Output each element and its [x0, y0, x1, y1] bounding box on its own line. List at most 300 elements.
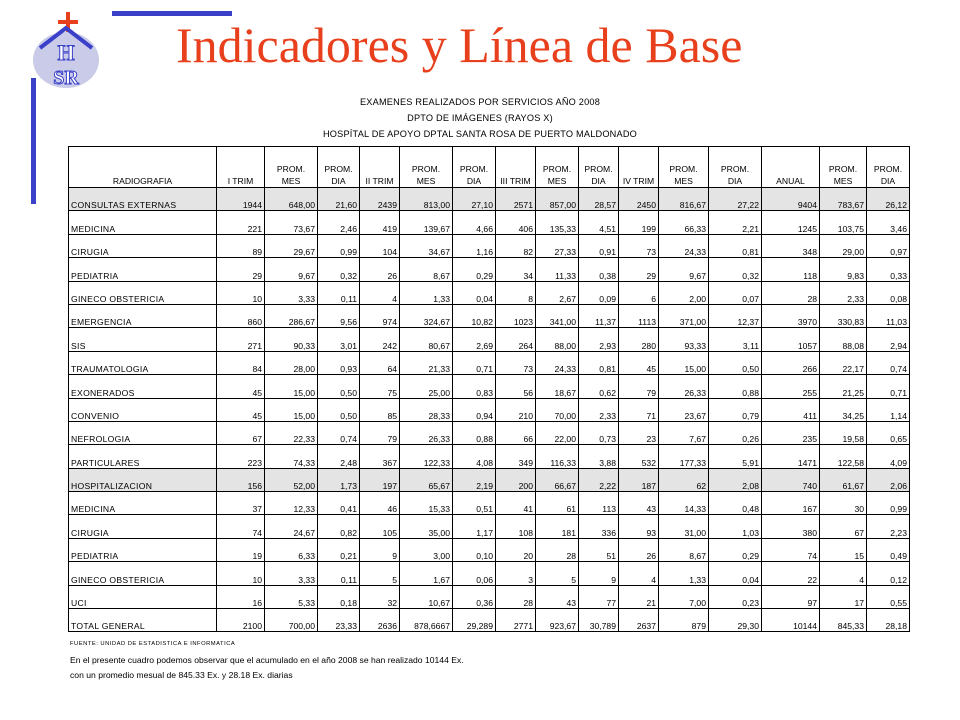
report-heading-3: HOSPÍTAL DE APOYO DPTAL SANTA ROSA DE PUERTO MALDONADO	[322, 129, 638, 139]
table-cell: 19,58	[820, 421, 867, 444]
table-cell: 2,33	[579, 398, 619, 421]
table-cell: 29	[619, 258, 659, 281]
table-cell: 12,33	[265, 492, 318, 515]
table-cell: 28	[762, 281, 820, 304]
table-cell: 21,33	[400, 351, 453, 374]
table-cell: 2,08	[709, 468, 762, 491]
table-row	[69, 211, 910, 234]
table-cell: 88,00	[536, 328, 579, 351]
table-cell: 15,00	[659, 351, 709, 374]
table-cell: 5	[536, 562, 579, 585]
table-cell: 1944	[217, 188, 265, 211]
table-cell: 2,19	[453, 468, 496, 491]
table-cell: 22,00	[536, 421, 579, 444]
table-cell: 29,289	[453, 609, 496, 632]
table-cell: 0,48	[709, 492, 762, 515]
table-cell: 4,09	[867, 445, 910, 468]
table-cell: 2,06	[867, 468, 910, 491]
table-cell: 21,25	[820, 375, 867, 398]
table-cell: 349	[496, 445, 536, 468]
table-cell: 29,00	[820, 234, 867, 257]
table-cell: 23,33	[318, 609, 360, 632]
table-cell: 28	[536, 538, 579, 561]
table-cell: 0,08	[867, 281, 910, 304]
column-header: IV TRIM	[619, 147, 659, 188]
table-cell: 0,29	[709, 538, 762, 561]
table-cell: 411	[762, 398, 820, 421]
table-cell: 1,03	[709, 515, 762, 538]
table-cell: 156	[217, 468, 265, 491]
table-cell: 26,33	[659, 375, 709, 398]
table-cell: 740	[762, 468, 820, 491]
table-cell: 177,33	[659, 445, 709, 468]
table-cell: 41	[496, 492, 536, 515]
row-label: TOTAL GENERAL	[69, 609, 217, 632]
table-row	[69, 328, 910, 351]
column-header: PROM. DIA	[579, 147, 619, 188]
table-cell: 43	[619, 492, 659, 515]
report-heading-1: EXAMENES REALIZADOS POR SERVICIOS AÑO 2008	[359, 97, 601, 107]
table-cell: 0,33	[867, 258, 910, 281]
row-label: UCI	[69, 585, 217, 608]
table-cell: 51	[579, 538, 619, 561]
table-row	[69, 445, 910, 468]
table-cell: 66,67	[536, 468, 579, 491]
table-cell: 816,67	[659, 188, 709, 211]
table-cell: 0,12	[867, 562, 910, 585]
table-cell: 860	[217, 304, 265, 327]
table-cell: 0,38	[579, 258, 619, 281]
table-cell: 0,10	[453, 538, 496, 561]
table-cell: 4	[820, 562, 867, 585]
table-cell: 15,33	[400, 492, 453, 515]
table-cell: 45	[217, 398, 265, 421]
table-cell: 24,67	[265, 515, 318, 538]
table-cell: 813,00	[400, 188, 453, 211]
table-cell: 0,55	[867, 585, 910, 608]
table-row	[69, 375, 910, 398]
row-label: CONSULTAS EXTERNAS	[69, 188, 217, 211]
table-cell: 0,51	[453, 492, 496, 515]
table-cell: 11,03	[867, 304, 910, 327]
table-cell: 28,33	[400, 398, 453, 421]
table-cell: 9,67	[265, 258, 318, 281]
table-cell: 5	[360, 562, 400, 585]
table-cell: 9,56	[318, 304, 360, 327]
table-cell: 27,22	[709, 188, 762, 211]
table-cell: 0,04	[453, 281, 496, 304]
table-cell: 4	[360, 281, 400, 304]
table-cell: 9	[579, 562, 619, 585]
table-cell: 5,33	[265, 585, 318, 608]
table-cell: 19	[217, 538, 265, 561]
row-label: PEDIATRIA	[69, 258, 217, 281]
summary-note-1: En el presente cuadro podemos observar que el acumulado en el año 2008 se han realizado 10144 Ex.	[70, 655, 464, 665]
table-cell: 10	[217, 562, 265, 585]
table-cell: 10,82	[453, 304, 496, 327]
table-cell: 77	[579, 585, 619, 608]
column-header: RADIOGRAFIA	[69, 147, 217, 188]
table-cell: 264	[496, 328, 536, 351]
table-cell: 22,33	[265, 421, 318, 444]
table-cell: 324,67	[400, 304, 453, 327]
table-cell: 30,789	[579, 609, 619, 632]
table-cell: 3,33	[265, 281, 318, 304]
column-header: PROM. MES	[265, 147, 318, 188]
table-cell: 17	[820, 585, 867, 608]
table-cell: 330,83	[820, 304, 867, 327]
table-cell: 10144	[762, 609, 820, 632]
table-cell: 3,01	[318, 328, 360, 351]
table-row	[69, 234, 910, 257]
exams-table	[68, 146, 910, 632]
table-cell: 3	[496, 562, 536, 585]
table-cell: 845,33	[820, 609, 867, 632]
source-note: FUENTE: UNIDAD DE ESTADISTICA E INFORMATICA	[70, 641, 236, 647]
table-header-row	[69, 147, 910, 188]
table-cell: 24,33	[659, 234, 709, 257]
table-cell: 103,75	[820, 211, 867, 234]
column-header: PROM. DIA	[453, 147, 496, 188]
table-cell: 199	[619, 211, 659, 234]
table-cell: 88,08	[820, 328, 867, 351]
table-row	[69, 258, 910, 281]
table-cell: 0,94	[453, 398, 496, 421]
table-cell: 200	[496, 468, 536, 491]
table-cell: 1,33	[659, 562, 709, 585]
table-row	[69, 468, 910, 491]
table-cell: 118	[762, 258, 820, 281]
row-label: MEDICINA	[69, 211, 217, 234]
table-row	[69, 492, 910, 515]
table-cell: 1,67	[400, 562, 453, 585]
table-cell: 73	[496, 351, 536, 374]
table-cell: 28,00	[265, 351, 318, 374]
table-row	[69, 421, 910, 444]
row-label: EXONERADOS	[69, 375, 217, 398]
table-cell: 0,88	[709, 375, 762, 398]
table-cell: 15	[820, 538, 867, 561]
table-cell: 27,10	[453, 188, 496, 211]
table-cell: 0,29	[453, 258, 496, 281]
table-cell: 1057	[762, 328, 820, 351]
table-cell: 122,33	[400, 445, 453, 468]
table-cell: 2771	[496, 609, 536, 632]
table-cell: 879	[659, 609, 709, 632]
table-cell: 64	[360, 351, 400, 374]
row-label: NEFROLOGIA	[69, 421, 217, 444]
table-cell: 0,65	[867, 421, 910, 444]
table-cell: 0,99	[867, 492, 910, 515]
table-cell: 0,93	[318, 351, 360, 374]
table-cell: 1023	[496, 304, 536, 327]
table-cell: 1471	[762, 445, 820, 468]
row-label: HOSPITALIZACION	[69, 468, 217, 491]
table-cell: 2,93	[579, 328, 619, 351]
table-cell: 210	[496, 398, 536, 421]
table-cell: 45	[217, 375, 265, 398]
table-cell: 0,83	[453, 375, 496, 398]
column-header: I TRIM	[217, 147, 265, 188]
table-cell: 2,00	[659, 281, 709, 304]
table-row	[69, 188, 910, 211]
table-cell: 1,73	[318, 468, 360, 491]
row-label: MEDICINA	[69, 492, 217, 515]
table-cell: 0,26	[709, 421, 762, 444]
table-cell: 12,37	[709, 304, 762, 327]
table-cell: 43	[536, 585, 579, 608]
table-cell: 0,32	[318, 258, 360, 281]
table-cell: 26,33	[400, 421, 453, 444]
row-label: SIS	[69, 328, 217, 351]
table-cell: 0,41	[318, 492, 360, 515]
table-cell: 0,62	[579, 375, 619, 398]
table-cell: 62	[659, 468, 709, 491]
table-cell: 66,33	[659, 211, 709, 234]
table-row	[69, 281, 910, 304]
table-cell: 857,00	[536, 188, 579, 211]
table-cell: 974	[360, 304, 400, 327]
table-cell: 37	[217, 492, 265, 515]
summary-note-2: con un promedio mesual de 845.33 Ex. y 28.18 Ex. diarias	[70, 670, 293, 680]
table-cell: 167	[762, 492, 820, 515]
table-cell: 6,33	[265, 538, 318, 561]
table-cell: 26	[360, 258, 400, 281]
table-cell: 3,33	[265, 562, 318, 585]
column-header: PROM. MES	[820, 147, 867, 188]
row-label: CIRUGIA	[69, 234, 217, 257]
table-cell: 15,00	[265, 375, 318, 398]
table-cell: 74	[762, 538, 820, 561]
table-cell: 0,91	[579, 234, 619, 257]
table-cell: 1,16	[453, 234, 496, 257]
table-cell: 0,82	[318, 515, 360, 538]
table-cell: 11,37	[579, 304, 619, 327]
table-cell: 82	[496, 234, 536, 257]
table-cell: 255	[762, 375, 820, 398]
table-cell: 84	[217, 351, 265, 374]
table-cell: 197	[360, 468, 400, 491]
row-label: EMERGENCIA	[69, 304, 217, 327]
table-cell: 348	[762, 234, 820, 257]
page-title: Indicadores y Línea de Base	[176, 17, 743, 73]
table-cell: 9,83	[820, 258, 867, 281]
column-header: PROM. MES	[536, 147, 579, 188]
table-cell: 79	[619, 375, 659, 398]
table-row	[69, 304, 910, 327]
row-label: GINECO OBSTERICIA	[69, 562, 217, 585]
table-cell: 35,00	[400, 515, 453, 538]
table-cell: 73,67	[265, 211, 318, 234]
table-cell: 923,67	[536, 609, 579, 632]
table-cell: 271	[217, 328, 265, 351]
table-cell: 67	[820, 515, 867, 538]
table-cell: 371,00	[659, 304, 709, 327]
table-cell: 380	[762, 515, 820, 538]
table-cell: 0,97	[867, 234, 910, 257]
column-header: II TRIM	[360, 147, 400, 188]
table-cell: 10	[217, 281, 265, 304]
column-header: PROM. MES	[659, 147, 709, 188]
table-cell: 11,33	[536, 258, 579, 281]
table-cell: 74	[217, 515, 265, 538]
table-cell: 30	[820, 492, 867, 515]
table-cell: 2439	[360, 188, 400, 211]
table-cell: 80,67	[400, 328, 453, 351]
table-cell: 27,33	[536, 234, 579, 257]
table-cell: 0,23	[709, 585, 762, 608]
table-cell: 0,79	[709, 398, 762, 421]
table-cell: 21	[619, 585, 659, 608]
table-cell: 34	[496, 258, 536, 281]
table-cell: 9404	[762, 188, 820, 211]
table-cell: 419	[360, 211, 400, 234]
top-decor-line	[112, 11, 232, 16]
table-cell: 1,33	[400, 281, 453, 304]
table-cell: 10,67	[400, 585, 453, 608]
table-cell: 2,69	[453, 328, 496, 351]
row-label: PARTICULARES	[69, 445, 217, 468]
hospital-logo	[26, 10, 112, 90]
table-cell: 75	[360, 375, 400, 398]
table-cell: 74,33	[265, 445, 318, 468]
table-cell: 22,17	[820, 351, 867, 374]
table-cell: 28	[496, 585, 536, 608]
table-cell: 25,00	[400, 375, 453, 398]
table-cell: 878,6667	[400, 609, 453, 632]
table-cell: 0,71	[867, 375, 910, 398]
table-cell: 52,00	[265, 468, 318, 491]
table-cell: 4,66	[453, 211, 496, 234]
table-cell: 66	[496, 421, 536, 444]
table-cell: 67	[217, 421, 265, 444]
table-cell: 73	[619, 234, 659, 257]
table-cell: 0,11	[318, 562, 360, 585]
table-cell: 3,46	[867, 211, 910, 234]
table-cell: 93	[619, 515, 659, 538]
table-cell: 122,58	[820, 445, 867, 468]
table-cell: 2,94	[867, 328, 910, 351]
table-cell: 532	[619, 445, 659, 468]
table-cell: 2,67	[536, 281, 579, 304]
table-cell: 23,67	[659, 398, 709, 421]
table-cell: 0,81	[709, 234, 762, 257]
table-cell: 286,67	[265, 304, 318, 327]
table-cell: 1245	[762, 211, 820, 234]
table-cell: 0,04	[709, 562, 762, 585]
row-label: CIRUGIA	[69, 515, 217, 538]
table-cell: 14,33	[659, 492, 709, 515]
table-cell: 341,00	[536, 304, 579, 327]
table-cell: 18,67	[536, 375, 579, 398]
table-cell: 71	[619, 398, 659, 421]
table-row	[69, 538, 910, 561]
table-cell: 29	[217, 258, 265, 281]
table-cell: 108	[496, 515, 536, 538]
table-cell: 26,12	[867, 188, 910, 211]
table-cell: 9,67	[659, 258, 709, 281]
column-header: PROM. DIA	[709, 147, 762, 188]
table-cell: 70,00	[536, 398, 579, 421]
table-cell: 2,23	[867, 515, 910, 538]
column-header: ANUAL	[762, 147, 820, 188]
table-cell: 0,11	[318, 281, 360, 304]
table-cell: 0,74	[867, 351, 910, 374]
table-cell: 700,00	[265, 609, 318, 632]
table-cell: 187	[619, 468, 659, 491]
table-cell: 0,71	[453, 351, 496, 374]
table-cell: 0,50	[318, 375, 360, 398]
table-cell: 406	[496, 211, 536, 234]
row-label: GINECO OBSTERICIA	[69, 281, 217, 304]
report-heading-2: DPTO DE IMÁGENES (RAYOS X)	[407, 113, 553, 123]
row-label: TRAUMATOLOGIA	[69, 351, 217, 374]
table-cell: 116,33	[536, 445, 579, 468]
table-cell: 56	[496, 375, 536, 398]
table-cell: 0,74	[318, 421, 360, 444]
table-cell: 0,81	[579, 351, 619, 374]
table-cell: 783,67	[820, 188, 867, 211]
table-cell: 2,48	[318, 445, 360, 468]
table-cell: 46	[360, 492, 400, 515]
table-cell: 223	[217, 445, 265, 468]
table-cell: 31,00	[659, 515, 709, 538]
table-cell: 0,07	[709, 281, 762, 304]
table-cell: 2,46	[318, 211, 360, 234]
table-cell: 181	[536, 515, 579, 538]
table-cell: 89	[217, 234, 265, 257]
table-cell: 23	[619, 421, 659, 444]
table-cell: 0,06	[453, 562, 496, 585]
table-cell: 1113	[619, 304, 659, 327]
table-cell: 8,67	[659, 538, 709, 561]
table-cell: 21,60	[318, 188, 360, 211]
table-row	[69, 585, 910, 608]
table-cell: 85	[360, 398, 400, 421]
table-cell: 3970	[762, 304, 820, 327]
table-cell: 2637	[619, 609, 659, 632]
table-cell: 0,36	[453, 585, 496, 608]
table-cell: 90,33	[265, 328, 318, 351]
table-cell: 2,22	[579, 468, 619, 491]
table-cell: 7,00	[659, 585, 709, 608]
table-cell: 367	[360, 445, 400, 468]
table-cell: 280	[619, 328, 659, 351]
table-cell: 2571	[496, 188, 536, 211]
table-cell: 221	[217, 211, 265, 234]
table-cell: 1,17	[453, 515, 496, 538]
table-cell: 0,32	[709, 258, 762, 281]
table-cell: 2450	[619, 188, 659, 211]
table-cell: 16	[217, 585, 265, 608]
svg-text:H: H	[57, 40, 75, 65]
column-header: PROM. DIA	[318, 147, 360, 188]
column-header: III TRIM	[496, 147, 536, 188]
table-cell: 97	[762, 585, 820, 608]
table-cell: 2100	[217, 609, 265, 632]
table-row	[69, 398, 910, 421]
table-cell: 105	[360, 515, 400, 538]
table-cell: 242	[360, 328, 400, 351]
table-cell: 4,08	[453, 445, 496, 468]
table-cell: 266	[762, 351, 820, 374]
table-cell: 5,91	[709, 445, 762, 468]
table-cell: 0,73	[579, 421, 619, 444]
table-cell: 0,50	[318, 398, 360, 421]
table-cell: 6	[619, 281, 659, 304]
table-cell: 139,67	[400, 211, 453, 234]
table-cell: 0,88	[453, 421, 496, 444]
